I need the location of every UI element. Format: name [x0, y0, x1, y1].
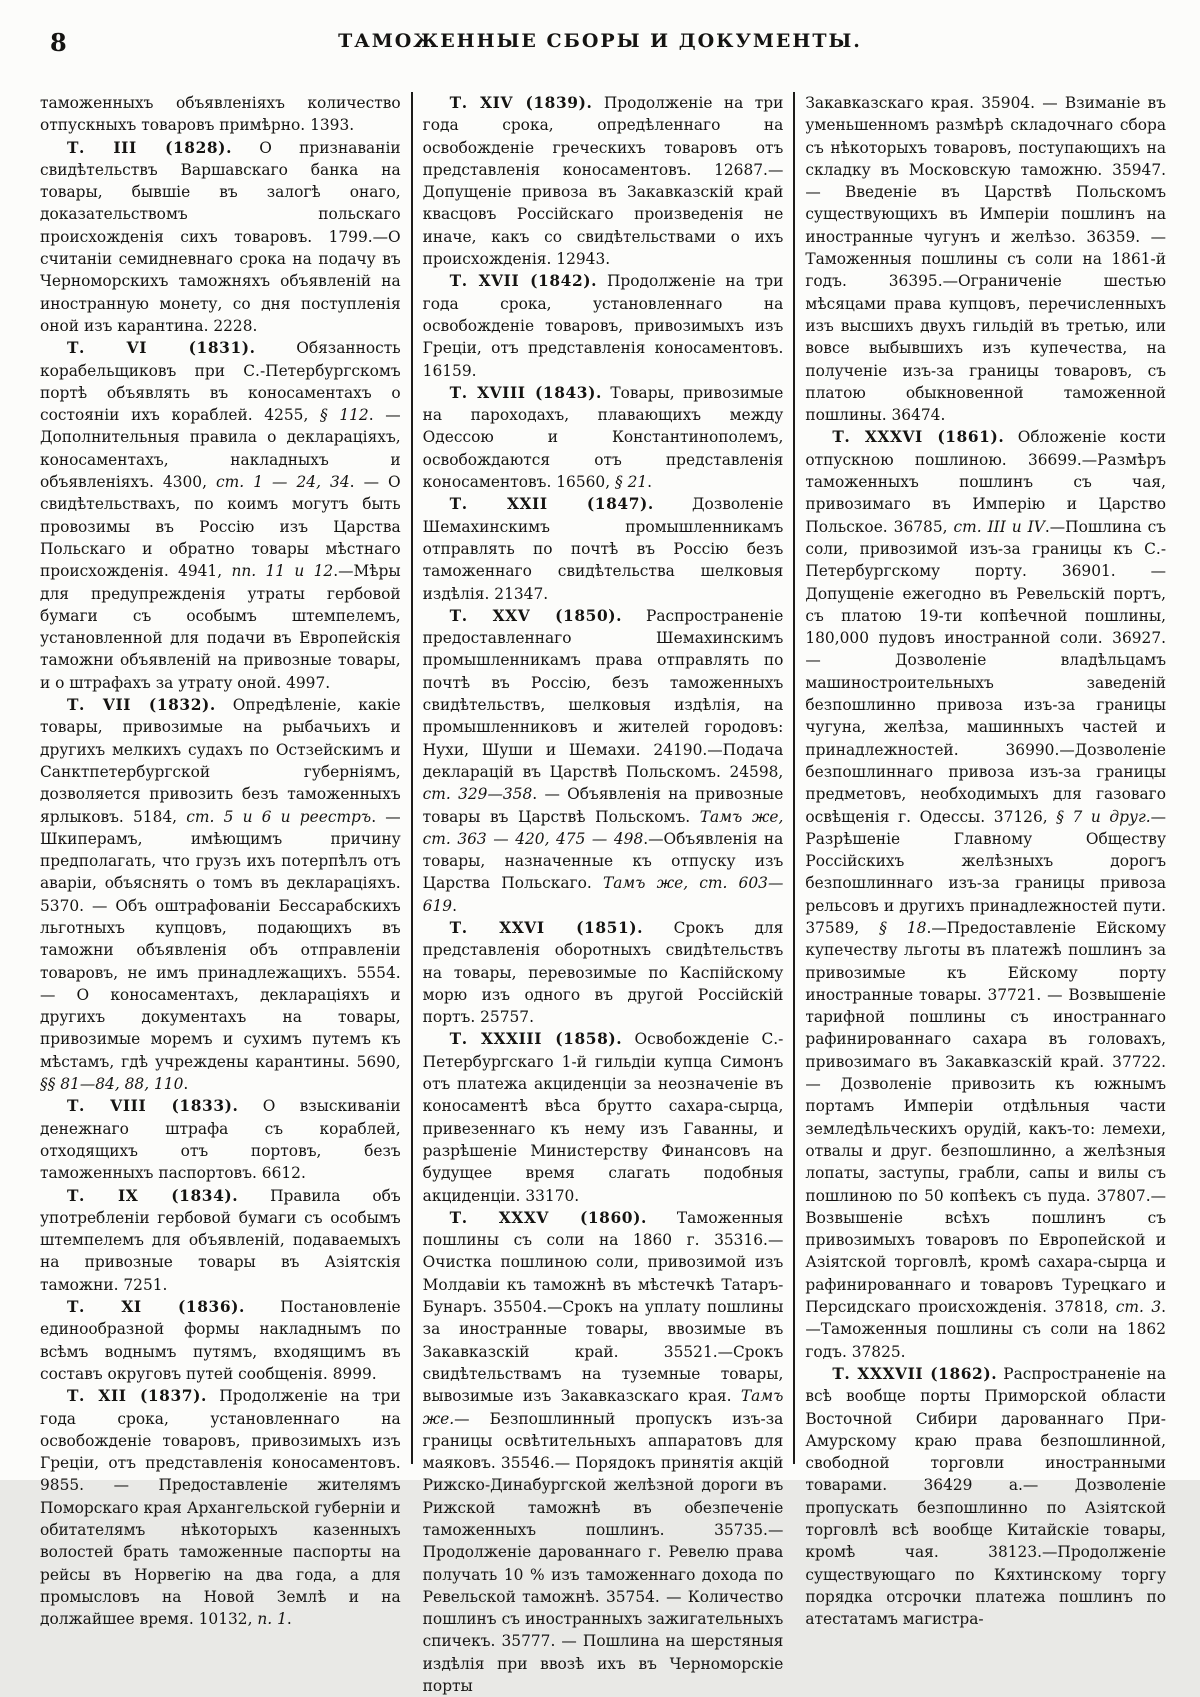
entry-paragraph [423, 917, 784, 1028]
entry-reference: ст. 329—358 [422, 785, 533, 804]
entry-lead: Т. XII (1837). [67, 1387, 207, 1406]
entry-reference: §§ 81—84, 88, 110 [40, 1075, 184, 1094]
entry-paragraph [40, 1296, 401, 1385]
entry-text: .—Таможенныя пошлины съ соли на 1862 годъ. 37825. [805, 1298, 1167, 1361]
entry-text: . — О свидѣтельствахъ, по коимъ могутъ быть провозимы въ Россію изъ Царства Польскаго и обратно товары мѣстнаго происхожденія. 4941, [40, 473, 401, 581]
entry-reference: § 112 [320, 406, 369, 425]
entry-paragraph [40, 1095, 401, 1184]
entry-text: Постановленіе единообразной формы накладнымъ по всѣмъ воднымъ путямъ, входящимъ въ составъ округовъ путей сообщенія. 8999. [40, 1298, 401, 1383]
entry-text: .—Мѣры для предупрежденія утраты гербовой бумаги съ особымъ штемпелемъ, установленной для подачи въ Европейскія таможни объявленій на привозные товары, и о штрафахъ за утрату оной. 4997. [40, 562, 401, 692]
entry-lead: Т. XXXVII (1862). [832, 1364, 998, 1383]
column-3 [795, 92, 1167, 1629]
entry-text: Срокъ для представленія оборотныхъ свидѣтельствъ на товары, перевозимые по Каспійскому морю изъ одного въ другой Россійскій портъ. 25757. [422, 918, 784, 1027]
entry-text: Обложеніе кости отпускною пошлиною. 36699.—Размѣръ таможенныхъ пошлинъ съ чая, привозимаго въ Имперію и Царство Польское. 36785, [805, 428, 1167, 536]
entry-text: Обязанность корабельщиковъ при С.-Петербургскомъ портѣ объявлять въ коносаментахъ о состояніи ихъ кораблей. 4255, [40, 339, 401, 425]
entry-text: Закавказскаго края. 35904. — Взиманіе въ уменьшенномъ размѣрѣ складочнаго сбора съ нѣкоторыхъ товаровъ, поступающихъ на складку въ Московскую таможню. 35947. — Введеніе въ Царствѣ Польскомъ существующихъ въ Имперіи пошлинъ на иностранные чугунъ и желѣзо. 36359. — Таможенныя пошлины съ соли на 1861-й годъ. 36395.—Ограниченіе шестью мѣсяцами права купцовъ, перечисленныхъ изъ высшихъ двухъ гильдій въ третью, или вовсе выбывшихъ изъ купечества, на полученіе изъ-за границы товаровъ, съ платою обыкновенной таможенной пошлины. 36474. [805, 94, 1167, 425]
entry-paragraph [423, 382, 784, 493]
entry-reference: § 21 [614, 473, 648, 492]
entry-paragraph [40, 694, 401, 1095]
entry-paragraph [423, 1028, 784, 1206]
entry-paragraph [805, 426, 1166, 1362]
entry-reference: ст. 3 [1115, 1298, 1162, 1317]
column-1 [40, 92, 411, 1629]
entry-text: .—Пошлина съ соли, привозимой изъ-за границы къ С.-Петербургскому порту. 36901. — Допущеніе ежегодно въ Ревельскій портъ, съ платою 19-ти копѣечной пошлины, 180,000 пудовъ иностранной соли. 36927. — Дозволеніе владѣльцамъ машиностроительныхъ заведеній безпошлинно привоза изъ-за границы чугуна, желѣза, машинныхъ частей и принадлежностей. 36990.—Дозволеніе безпошлиннаго привоза изъ-за границы предметовъ, необходимыхъ для газоваго освѣщенія г. Одессы. 37126, [805, 517, 1167, 826]
entry-text: Распространеніе предоставленнаго Шемахинскимъ промышленникамъ права отправлять по почтѣ въ Россію, безъ таможенныхъ свидѣтельствъ, шелковыя издѣлія, на промышленниковъ и жителей городовъ: Нухи, Шуши и Шемахи. 24190.—Подача декларацій въ Царствѣ Польскомъ. 24598, [422, 606, 784, 781]
entry-text: Продолженіе на три года срока, установленнаго на освобожденіе товаровъ, привозимыхъ изъ Греціи, отъ представленія коносаментовъ. 9855. — Предоставленіе жителямъ Поморскаго края Архангельской губерніи и обитателямъ нѣкоторыхъ казенныхъ волостей брать таможенные паспорты на рейсы въ Норвегію на два года, а для промысловъ на Новой Землѣ и на должайшее время. 10132, [40, 1387, 401, 1629]
entry-lead: Т. XVII (1842). [449, 272, 598, 291]
entry-lead: Т. VIII (1833). [67, 1097, 239, 1116]
entry-text: . — Объявленія на привозные товары въ Царствѣ Польскомъ. [422, 785, 784, 826]
entry-lead: Т. VII (1832). [67, 696, 216, 715]
entry-reference: ст. III и IV [953, 517, 1045, 536]
entry-text: . [183, 1075, 189, 1094]
entry-lead: Т. XXII (1847). [449, 495, 654, 514]
entry-lead: Т. IX (1834). [67, 1186, 239, 1205]
entry-paragraph [423, 92, 784, 270]
entry-paragraph [805, 1363, 1166, 1631]
entry-paragraph [40, 337, 401, 694]
entry-reference: пп. 11 и 12 [231, 562, 334, 581]
column-2 [411, 92, 796, 1696]
entry-text: О взыскиваніи денежнаго штрафа съ кораблей, отходящихъ отъ портовъ, безъ таможенныхъ паспортовъ. 6612. [40, 1097, 401, 1183]
entry-reference: ст. 1 — 24, 34 [216, 473, 350, 492]
entry-paragraph-continuation [40, 92, 401, 137]
entry-text: Дозволеніе Шемахинскимъ промышленникамъ отправлять по почтѣ въ Россію безъ таможеннаго свидѣтельства шелковыя издѣлія. 21347. [422, 495, 784, 603]
entry-lead: Т. XVIII (1843). [449, 383, 602, 402]
entry-paragraph-continuation [805, 92, 1166, 426]
entry-text: Правила объ употребленіи гербовой бумаги съ особымъ штемпелемъ для объявленій, подаваемыхъ на привозные товары въ Азіятскія таможни. 7251. [40, 1186, 401, 1294]
page-number: 8 [50, 28, 67, 57]
entry-text: . [286, 1610, 292, 1629]
entry-text: — Безпошлинный пропускъ изъ-за границы освѣтительныхъ аппаратовъ для маяковъ. 35546.— Порядокъ принятія акцій Рижско-Динабургской желѣзной дороги въ Рижской таможнѣ въ обезпеченіе таможенныхъ пошлинъ. 35735.— Продолженіе дарованнаго г. Ревелю права получать 10 % изъ таможеннаго дохода по Ревельской таможнѣ. 35754. — Количество пошлинъ съ иностранныхъ зажигательныхъ спичекъ. 35777. — Пошлина на шерстяныя издѣлія при ввозѣ ихъ въ Черноморскіе порты [422, 1409, 784, 1696]
entry-text: Освобожденіе С.-Петербургскаго 1-й гильдіи купца Симонъ отъ платежа акциденціи за неозначеніе въ коносаментѣ вѣса брутто сахара-сырца, привезеннаго къ нему изъ Гаванны, и разрѣшеніе Министерству Финансовъ на будущее время слагать подобныя акциденціи. 33170. [422, 1030, 784, 1205]
entry-text: . — Шкиперамъ, имѣющимъ причину предполагать, что грузъ ихъ потерпѣлъ отъ аваріи, объяснять о томъ въ деклараціяхъ. 5370. — Объ оштрафованіи Бессарабскихъ льготныхъ купцовъ, подающихъ въ таможни объявленія объ отправленіи товаровъ, не имъ принадлежащихъ. 5554. — О коносаментахъ, деклараціяхъ и другихъ документахъ на товары, привозимые моремъ и сухимъ путемъ къ мѣстамъ, гдѣ учреждены карантины. 5690, [40, 807, 401, 1071]
page-title: ТАМОЖЕННЫЕ СБОРЫ И ДОКУМЕНТЫ. [338, 30, 862, 52]
entry-text: Опредѣленіе, какіе товары, привозимые на рыбачьихъ и другихъ мелкихъ судахъ по Остзейскимъ и Санктпетербургской губерніямъ, дозволяется привозить безъ таможенныхъ ярлыковъ. 5184, [40, 696, 401, 826]
entry-paragraph [423, 270, 784, 381]
columns-container [40, 92, 1167, 1696]
entry-lead: Т. XIV (1839). [449, 94, 593, 112]
entry-text: Продолженіе на три года срока, опредѣленнаго на освобожденіе греческихъ товаровъ отъ представленія коносаментовъ. 12687.—Допущеніе привоза въ Закавказскій край квасцовъ Россійскаго произведенія не иначе, какъ со свидѣтельствами о ихъ происхожденія. 12943. [422, 94, 784, 269]
entry-paragraph [423, 493, 784, 604]
entry-paragraph [40, 1185, 401, 1296]
entry-paragraph [40, 137, 401, 338]
entry-lead: Т. XXXIII (1858). [449, 1030, 623, 1049]
entry-text: Продолженіе на три года срока, установленнаго на освобожденіе товаровъ, привозимыхъ изъ Греціи, отъ представленія коносаментовъ. 16159. [422, 272, 784, 380]
entry-reference: Тамъ же, ст. 603—619 [422, 874, 784, 915]
entry-lead: Т. III (1828). [67, 138, 233, 157]
entry-lead: Т. XXV (1850). [449, 606, 623, 625]
entry-reference: § 7 и друг. [1056, 807, 1151, 826]
entry-text: Таможенныя пошлины съ соли на 1860 г. 35316.—Очистка пошлиною соли, привозимой изъ Молдавіи къ таможнѣ въ мѣстечкѣ Татаръ-Бунаръ. 35504.—Срокъ на уплату пошлины за иностранные товары, ввозимые въ Закавказскій край. 35521.—Срокъ свидѣтельствамъ на туземные товары, вывозимые изъ Закавказскаго края. [422, 1208, 784, 1406]
entry-reference: п. 1 [257, 1610, 287, 1629]
entry-lead: Т. XXVI (1851). [449, 918, 644, 937]
entry-text: . [647, 473, 653, 492]
entry-text: —Разрѣшеніе Главному Обществу Россійскихъ желѣзныхъ дорогъ безпошлиннаго изъ-за границы привоза рельсовъ и другихъ принадлежностей пути. 37589, [805, 807, 1167, 937]
entry-text: Распространеніе на всѣ вообще порты Приморской области Восточной Сибири дарованнаго При-Амурскому краю права безпошлинной, свободной торговли иностранными товарами. 36429 а.— Дозволеніе пропускать безпошлинно по Азіятской торговлѣ всѣ вообще Китайскіе товары, кромѣ чая. 38123.—Продолженіе существующаго по Кяхтинскому торгу порядка отсрочки платежа пошлинъ по атестатамъ магистра- [805, 1364, 1167, 1629]
entry-text: Товары, привозимые на пароходахъ, плавающихъ между Одессою и Константинополемъ, освобождаются отъ представленія коносаментовъ. 16560, [422, 383, 784, 492]
entry-reference: § 18 [879, 918, 927, 937]
entry-paragraph [40, 1385, 401, 1630]
entry-reference: ст. 5 и 6 и реестръ [186, 807, 372, 826]
entry-reference: Тамъ же. [422, 1387, 784, 1428]
entry-paragraph [423, 1207, 784, 1697]
page-header [0, 0, 1200, 88]
entry-text: . [452, 896, 457, 915]
entry-text: . — Дополнительныя правила о деклараціяхъ, коносаментахъ, накладныхъ и объявленіяхъ. 4300, [40, 406, 401, 492]
entry-text: таможенныхъ объявленіяхъ количество отпускныхъ товаровъ примѣрно. 1393. [40, 94, 401, 135]
entry-text: .—Объявленія на товары, назначенные къ отпуску изъ Царства Польскаго. [422, 829, 784, 893]
entry-text: .—Предоставленіе Ейскому купечеству льготы въ платежѣ пошлинъ за привозимые къ Ейскому порту иностранные товары. 37721. — Возвышеніе тарифной пошлины съ иностраннаго рафинированнаго сахара въ головахъ, привозимаго въ Закавказскій край. 37722. — Дозволеніе привозить къ южнымъ портамъ Имперіи отдѣльныя части земледѣльческихъ орудій, какъ-то: лемехи, отвалы и друг. безпошлинно, а желѣзныя лопаты, заступы, грабли, сапы и вилы съ пошлиною по 50 копѣекъ съ пуда. 37807.—Возвышеніе всѣхъ пошлинъ съ привозимыхъ товаровъ по Европейской и Азіятской торговлѣ, кромѣ сахара-сырца и рафинированнаго и товаровъ Турецкаго и Персидскаго происхожденія. 37818, [805, 918, 1167, 1317]
entry-paragraph [423, 605, 784, 917]
entry-lead: Т. XI (1836). [67, 1298, 245, 1317]
entry-reference: Тамъ же, ст. 363 — 420, 475 — 498 [422, 807, 784, 848]
entry-text: О признаваніи свидѣтельствъ Варшавскаго банка на товары, бывшіе въ залогѣ онаго, доказательствомъ польскаго происхожденія сихъ товаровъ. 1799.—О считаніи семидневнаго срока на подачу въ Черноморскихъ таможняхъ объявленій на иностранную монету, со дня поступленія оной изъ карантина. 2228. [40, 138, 401, 335]
entry-lead: Т. XXXV (1860). [449, 1208, 647, 1227]
entry-lead: Т. XXXVI (1861). [832, 428, 1005, 447]
entry-lead: Т. VI (1831). [67, 339, 256, 358]
